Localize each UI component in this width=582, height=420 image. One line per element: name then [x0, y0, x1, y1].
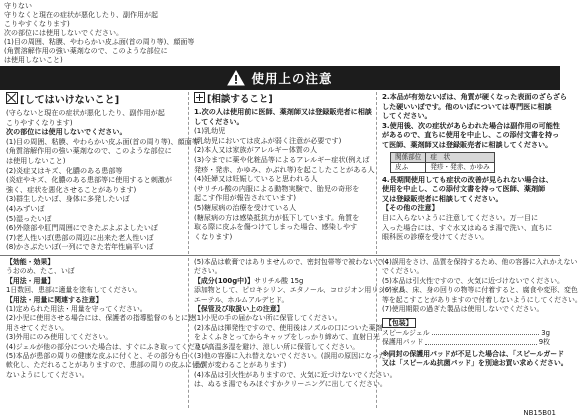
- list-item: があるので、直ちに使用を中止し、この添付文書を持っ: [382, 130, 560, 140]
- list-item: 眼科医の診療を受けてください。: [382, 232, 489, 242]
- consult-plus-icon: [194, 92, 205, 103]
- do-not-heading: [してはいけないこと]: [6, 92, 186, 108]
- pad-note: ※同封の保護用パッドが不足した場合は、「スピールガード: [382, 349, 564, 358]
- do-not-column: [6, 92, 199, 254]
- list-item: (3)今までに薬や化粧品等によるアレルギー症状(例えば: [194, 154, 370, 164]
- list-item: (1)定められた用法・用量を守ってください。: [6, 305, 147, 314]
- column-divider: [188, 92, 189, 254]
- do-not-list: [6, 108, 199, 252]
- list-item: 発疹・発赤、かゆみ、かぶれ等)を起こしたことがある人: [194, 164, 375, 174]
- list-item: (4)誤用をさけ、品質を保持するため、他の容器に入れかえない: [382, 258, 578, 266]
- list-item: 2.本品が有効ないぼは、角質が硬くなった表面のざらざら: [382, 92, 567, 101]
- list-item: (サリチル酸の内服による動物実験で、胎児の奇形を: [194, 183, 360, 193]
- text-line: こりやすくなります): [4, 20, 70, 28]
- consult-list: [194, 107, 374, 241]
- consult-column: [194, 92, 374, 254]
- list-item: 強く、症状を悪化させることがあります): [6, 184, 137, 194]
- text-line: は使用しないこと): [4, 56, 63, 64]
- text-line: (1)目の周囲、粘膜、やわらかい皮ふ面(首の周り等)、顔面等: [4, 38, 195, 46]
- list-item: (糖尿病の方は感染抵抗力が低下しています。角質を: [194, 212, 360, 222]
- prohibited-box-icon: [6, 92, 18, 104]
- list-item: (7)老人性いぼ(患部の周辺に出来た老人性いぼ: [6, 232, 154, 242]
- list-item: (1)乳幼児: [194, 126, 226, 136]
- section-divider: [0, 255, 560, 256]
- list-item: (1)目の周囲、粘膜、やわらかい皮ふ面(首の周り等)、顔面等: [6, 136, 199, 146]
- pad-note: 又は「スピールぬ抗菌パッド」を別途お買い求めください。: [382, 359, 568, 368]
- consult-heading: [相談すること]: [194, 92, 374, 107]
- list-item: 目に入らないように注意してください。万一目に: [382, 212, 539, 222]
- list-item: (4)妊婦又は妊娠していると思われる人: [194, 174, 318, 184]
- list-item: (5)湿ったいぼ: [6, 213, 52, 223]
- list-item: (5)糖尿病の治療を受けている人: [194, 202, 297, 212]
- consult-continued-column: [382, 92, 567, 254]
- effect-text: うおのめ、たこ、いぼ: [6, 267, 75, 276]
- additives-line: エーテル、ホルムアルデヒド。: [194, 295, 289, 304]
- additives-line: 添加物として、ピロキシリン、エタノール、コロジオン用リシノール: [194, 286, 406, 295]
- table-header-cell: 症 状: [426, 152, 494, 162]
- handling-package-column: [382, 258, 582, 408]
- storage-title: 【保管及び取扱い上の注意】: [194, 305, 284, 314]
- list-item: 等を起こすことがありますので付着しないようにしてください。: [382, 295, 582, 304]
- list-item: 及び高温多湿を避け、涼しい所に保管してください。: [194, 342, 360, 351]
- list-item: は、ぬるま湯でもみほぐすかクリーニングに出してください。: [194, 380, 387, 389]
- list-item: (2)本人又は家族がアレルギー体質の人: [194, 145, 318, 155]
- list-item: (6)外陰部や肛門周囲にできたぶよぶよしたいぼ: [6, 223, 158, 233]
- usage-precautions-band: [0, 66, 560, 90]
- column-divider: [376, 92, 377, 254]
- text-line: 守りない: [4, 2, 32, 10]
- list-item: (5)本品が患部の周りの健康な皮ふに付くと、その部分も白く: [6, 352, 195, 361]
- text-line: 守りなくと現在の症状が悪化したり、副作用が起: [4, 11, 158, 19]
- list-item: 取る際に皮ふを傷つけてしまった場合、感染しやす: [194, 222, 358, 232]
- other-notes-heading: 【その他の注意】: [382, 203, 439, 213]
- list-item: (2)小児に使用させる場合には、保護者の指導監督のもとに使: [6, 314, 195, 323]
- list-item: した硬いいぼです。他のいぼについては専門医に相談: [382, 101, 552, 111]
- list-item: (4)ジェルが他の部分についた場合は、すぐにふき取ってください。: [6, 342, 216, 351]
- document-code: NB15B01: [523, 409, 556, 417]
- list-item: (5)本品は引火性ですので、火気に近づけないでください。: [382, 276, 564, 285]
- list-item: 軟化し、ただれることがありますので、患部の周りの皮ふに付か: [6, 361, 206, 370]
- warning-triangle-icon: [227, 70, 245, 86]
- list-item: (2)炎症又はキズ、化膿のある患部等: [6, 165, 123, 175]
- list-item: (乳幼児においては皮ふが弱く注意が必要です): [194, 135, 342, 145]
- usage-caution-title: 【用法・用量に関連する注意】: [6, 295, 103, 304]
- list-item: ださい。: [194, 267, 222, 276]
- long-term-use-note: [382, 175, 556, 204]
- list-item: (7)使用期限の過ぎた製品は使用しないでください。: [382, 305, 544, 314]
- column-divider: [188, 258, 189, 408]
- consult-list-continued: [382, 92, 567, 150]
- list-item: 又は登録販売者に相談してください。: [382, 193, 503, 203]
- package-row: スピールジェル 3g: [382, 328, 550, 337]
- usage-caution-continued: [194, 258, 390, 277]
- text-line: 次の部位には使用しないでください。: [4, 29, 123, 37]
- list-item: 3.使用後、次の症状があらわれた場合は副作用の可能性: [382, 120, 560, 130]
- list-item: 用させてください。: [6, 323, 69, 332]
- list-item: て医師、薬剤師又は登録販売者に相談してください。: [382, 139, 553, 149]
- text-line: (角質溶解作用の強い薬剤なので、このような部位に: [4, 47, 168, 55]
- list-item: (6)家具、床、身の回りの物等に付着すると、腐食や変形、変色: [382, 286, 578, 295]
- side-effect-table: [390, 152, 495, 173]
- list-item: は使用しないこと): [6, 155, 66, 165]
- band-title: 使用上の注意: [251, 71, 333, 86]
- storage-list: [194, 314, 397, 389]
- ingredients-line: 【成分(100g中)】サリチル酸 15g: [194, 276, 304, 285]
- list-item: 次の部位には使用しないでください。: [6, 127, 127, 137]
- list-item: (2)本品は揮発性ですので、使用後はノズルの口についた薬剤: [194, 323, 383, 332]
- list-item: (4)本品は引火性がありますので、火気に近づけないでください。: [194, 370, 397, 379]
- top-continuation-text: [4, 2, 234, 65]
- table-cell: 皮ふ: [391, 162, 426, 172]
- handling-list: [382, 258, 582, 314]
- list-item: でください。: [382, 267, 424, 276]
- list-item: こりやすくなります): [6, 117, 73, 127]
- list-item: 入った場合には、すぐ水又はぬるま湯で洗い、直ちに: [382, 222, 553, 232]
- list-item: (8)かさぶたいぼ(一列にできた若年性扁平いぼ: [6, 242, 154, 252]
- list-item: してください。: [194, 116, 244, 126]
- usage-caution-list: [6, 305, 216, 380]
- list-item: (角質溶解作用の強い薬剤なので、このような部位に: [6, 146, 172, 156]
- list-item: (炎症やキズ、化膿のある患部等に使用すると刺激が: [6, 175, 172, 185]
- list-item: (4)みずいぼ: [6, 203, 45, 213]
- package-row: 保護用パッド 9枚: [382, 338, 550, 347]
- list-item: (3)外用にのみ使用してください。: [6, 333, 113, 342]
- list-item: (3)他の容器に入れ替えないでください。(誤用の原因になったり: [194, 352, 393, 361]
- list-item: (1)小児の手の届かない所に保管してください。: [194, 314, 342, 323]
- list-item: (守らないと現在の症状が悪化したり、副作用が起: [6, 108, 165, 117]
- package-title: 【包装】: [382, 318, 416, 328]
- other-notes-text: [382, 213, 556, 242]
- list-item: 1.次の人は使用前に医師、薬剤師又は登録販売者に相談: [194, 107, 372, 116]
- usage-title: 【用法・用量】: [6, 276, 55, 285]
- table-cell: 発疹・発赤、かゆみ: [426, 162, 494, 172]
- usage-text: 1日数回、患部に適量を塗布してください。: [6, 286, 142, 295]
- list-item: をよくふきとってからキャップをしっかり締めて、直射日光: [194, 333, 380, 342]
- list-item: してください。: [382, 111, 432, 121]
- list-item: 起こす作用が報告されています): [194, 193, 297, 203]
- list-item: (5)本品は軟膏ではありませんので、密封包帯等で被わないでく: [194, 258, 390, 266]
- list-item: 使用を中止し、この添付文書を持って医師、薬剤師: [382, 184, 546, 194]
- list-item: くなります): [194, 231, 233, 241]
- effect-title: 【効能・効果】: [6, 258, 55, 266]
- list-item: ないようにしてください。: [6, 370, 89, 379]
- list-item: 品質が変わることがあります): [194, 361, 287, 370]
- list-item: 4.長期間使用しても症状の改善が見られない場合は、: [382, 174, 553, 184]
- table-header-cell: 関係部位: [391, 152, 426, 162]
- list-item: (3)群生したいぼ、身体に多発したいぼ: [6, 194, 130, 204]
- effects-usage-column: [6, 258, 216, 408]
